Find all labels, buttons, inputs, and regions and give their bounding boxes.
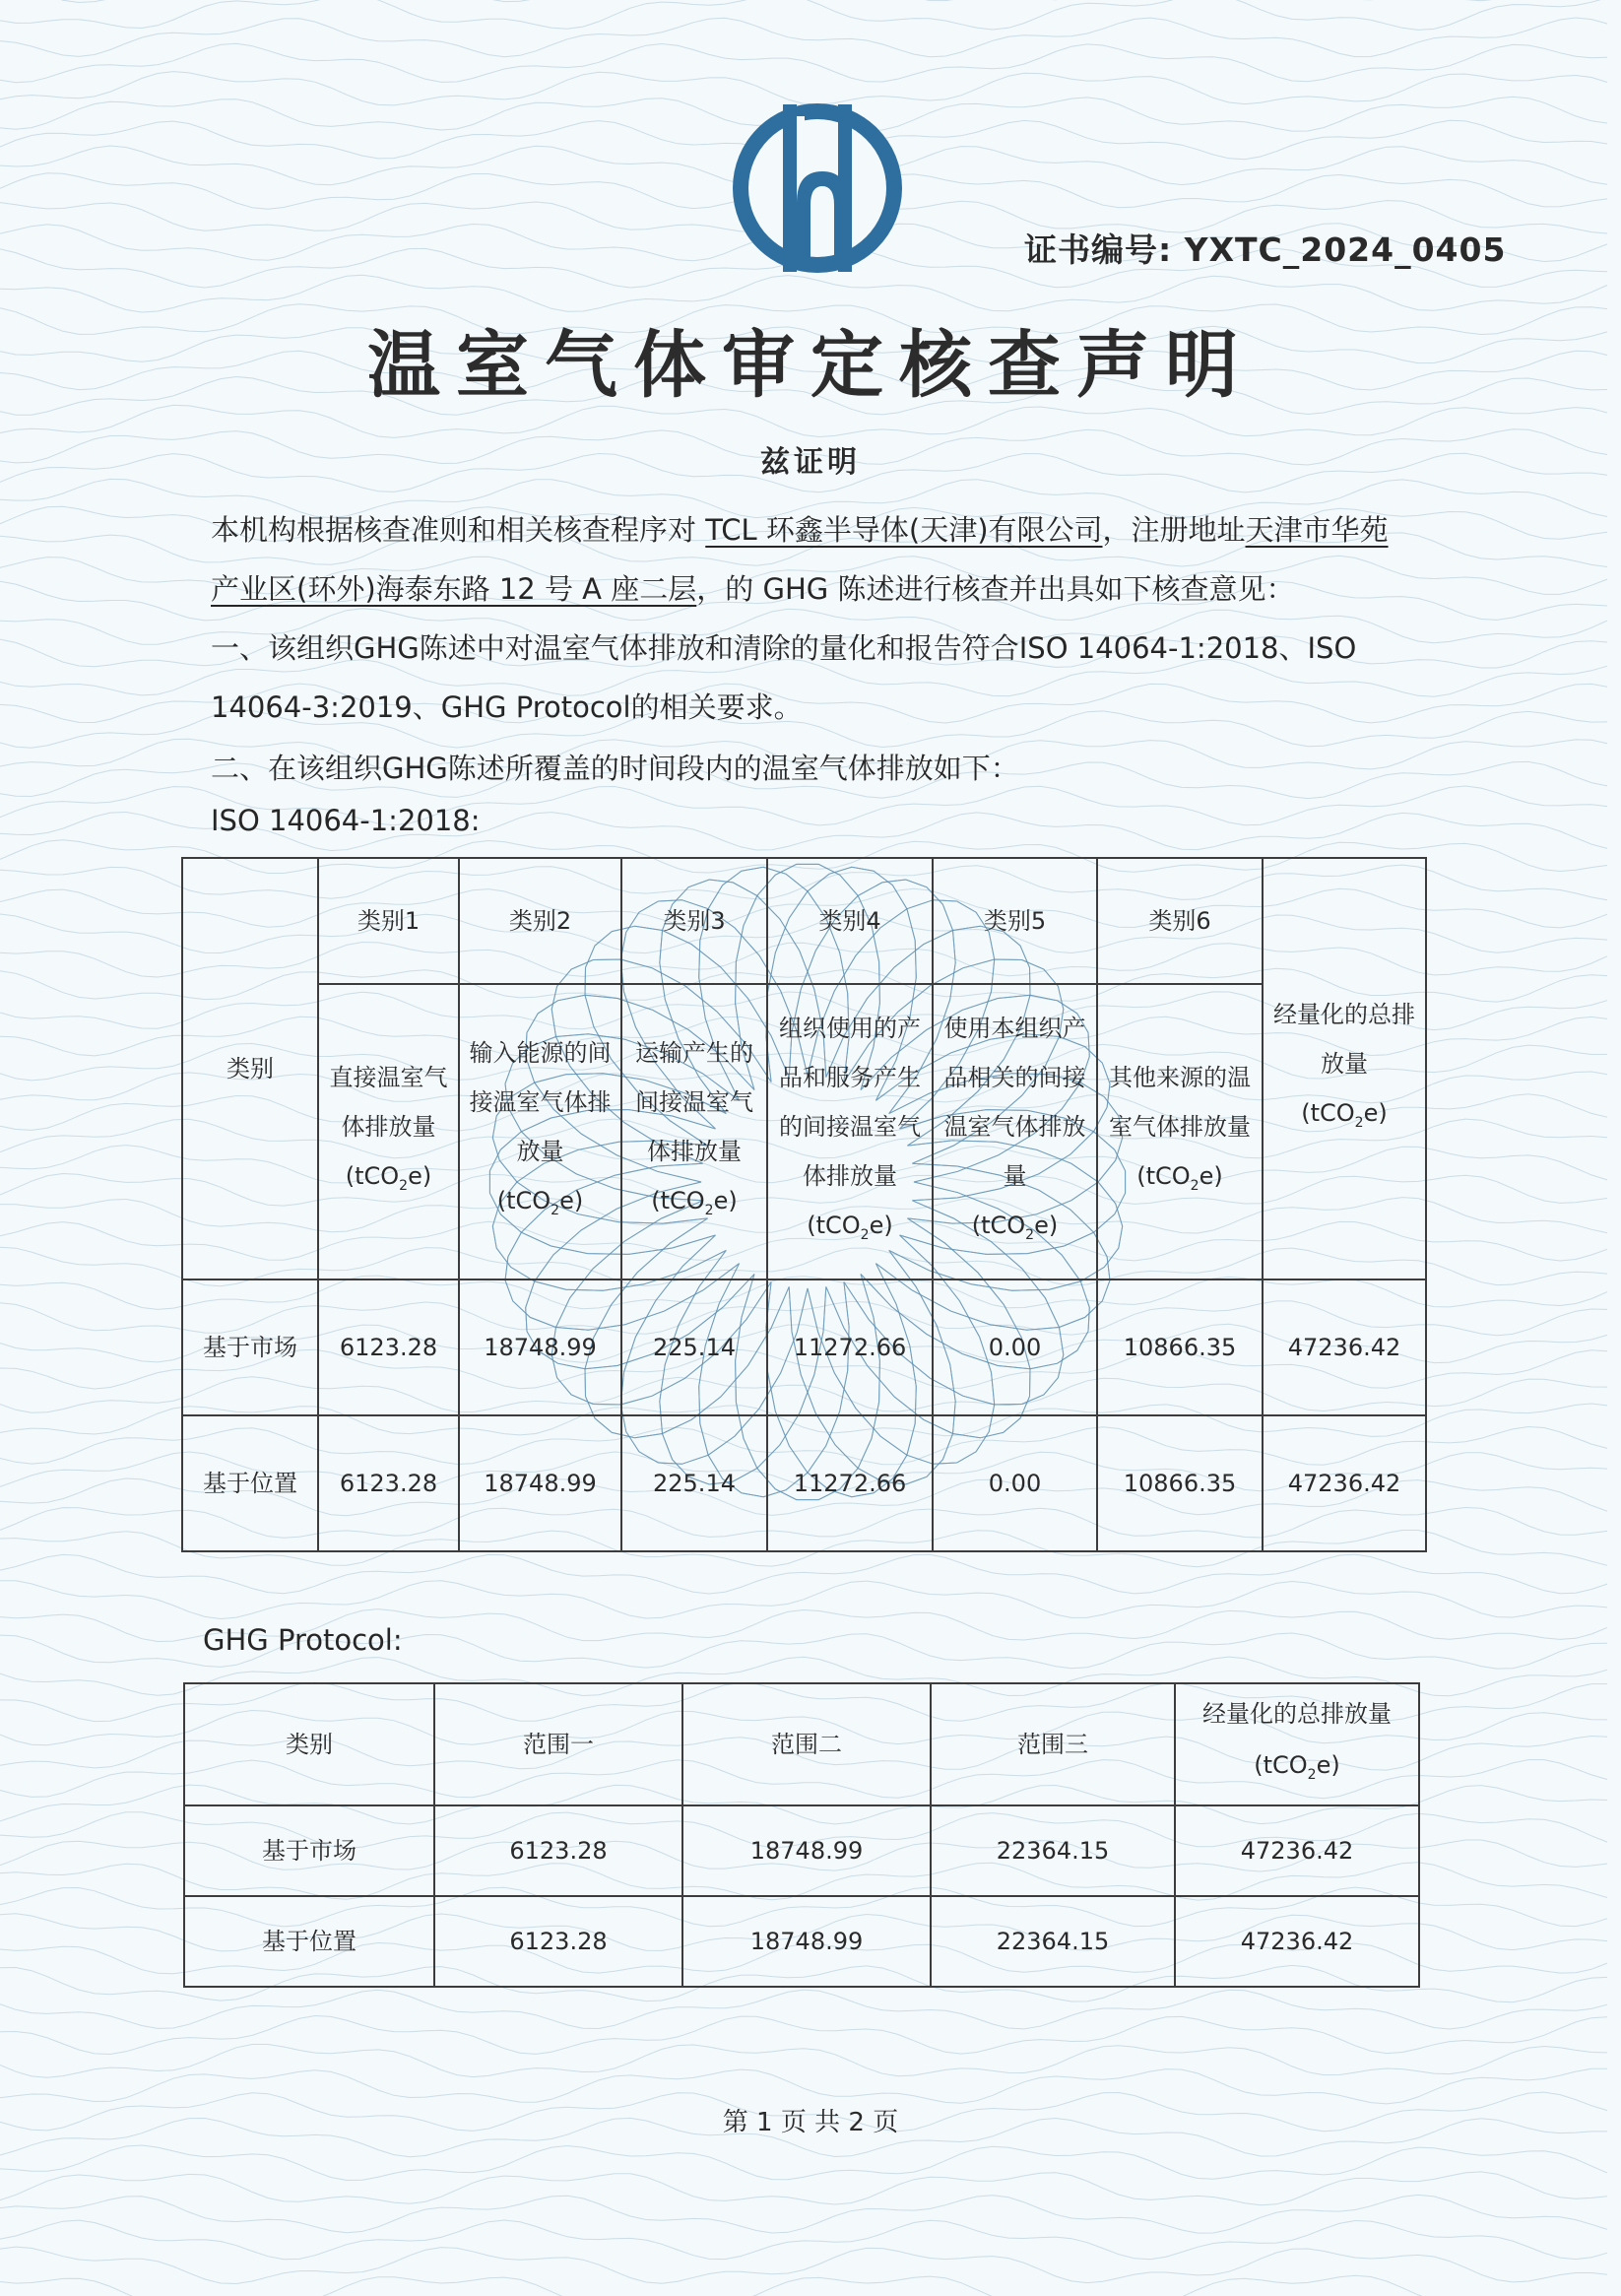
unit-label: (tCO$_2$e): [1301, 1099, 1388, 1131]
page-footer: 第 1 页 共 2 页: [722, 2108, 899, 2137]
intro-text-3: ，的 GHG 陈述进行核查并出具如下核查意见：: [696, 572, 1295, 606]
table-cell: 11272.66: [767, 1415, 933, 1551]
organization-name: TCL 环鑫半导体(天津)有限公司: [705, 513, 1103, 547]
table-cell: 10866.35: [1097, 1415, 1263, 1551]
intro-paragraph: [211, 500, 1407, 619]
ghg-total-header: 经量化的总排放量 (tCO$_2$e): [1175, 1683, 1419, 1805]
total-header-text: 经量化的总排放量: [1273, 1001, 1415, 1079]
iso-standard-label: ISO 14064-1:2018:: [211, 804, 481, 837]
intro-text-1: 本机构根据核查准则和相关核查程序对: [211, 513, 706, 547]
document-subtitle: 兹证明: [760, 445, 861, 480]
category-6-header: 类别6: [1097, 858, 1263, 984]
category-2-header: 类别2: [459, 858, 621, 984]
table-cell: 6123.28: [318, 1279, 459, 1415]
table-cell: 11272.66: [767, 1279, 933, 1415]
category-1-description: 直接温室气体排放量(tCO$_2$e): [318, 984, 459, 1279]
table-cell: 6123.28: [318, 1415, 459, 1551]
category-5-header: 类别5: [933, 858, 1097, 984]
opinion-2: 二、在该组织GHG陈述所覆盖的时间段内的温室气体排放如下：: [211, 752, 1019, 785]
row-label-location: 基于位置: [182, 1415, 318, 1551]
category-5-description: 使用本组织产品相关的间接温室气体排放量 (tCO$_2$e): [933, 984, 1097, 1279]
table-cell: 10866.35: [1097, 1279, 1263, 1415]
category-2-description: 输入能源的间接温室气体排放量 (tCO$_2$e): [459, 984, 621, 1279]
table-cell: 22364.15: [931, 1896, 1175, 1987]
table-cell: 22364.15: [931, 1805, 1175, 1896]
ghg-protocol-table: [183, 1682, 1420, 1988]
row-label-location: 基于位置: [184, 1896, 434, 1987]
table-cell: 6123.28: [434, 1896, 682, 1987]
table-row: [182, 1279, 1426, 1415]
scope-2-header: 范围二: [682, 1683, 931, 1805]
table-row: [182, 1415, 1426, 1551]
table-cell: 47236.42: [1263, 1279, 1426, 1415]
opinion-1: 一、该组织GHG陈述中对温室气体排放和清除的量化和报告符合ISO 14064-1:2018、ISO 14064-3:2019、GHG Protocol的相关要求。: [211, 631, 1357, 724]
table-cell: 0.00: [933, 1279, 1097, 1415]
table-cell: 47236.42: [1175, 1896, 1419, 1987]
iso-emissions-table: [181, 857, 1427, 1552]
category-4-description: 组织使用的产品和服务产生的间接温室气体排放量 (tCO$_2$e): [767, 984, 933, 1279]
company-logo: [724, 95, 911, 282]
category-header-cell: 类别: [182, 858, 318, 1279]
category-4-header: 类别4: [767, 858, 933, 984]
category-3-description: 运输产生的间接温室气体排放量 (tCO$_2$e): [621, 984, 767, 1279]
row-label-market: 基于市场: [182, 1279, 318, 1415]
table-row: [184, 1805, 1419, 1896]
ghg-protocol-label: GHG Protocol:: [203, 1623, 403, 1657]
category-3-header: 类别3: [621, 858, 767, 984]
table-row: [184, 1896, 1419, 1987]
ghg-category-header: 类别: [184, 1683, 434, 1805]
scope-1-header: 范围一: [434, 1683, 682, 1805]
scope-3-header: 范围三: [931, 1683, 1175, 1805]
category-6-description: 其他来源的温室气体排放量(tCO$_2$e): [1097, 984, 1263, 1279]
table-cell: 47236.42: [1175, 1805, 1419, 1896]
document-title: 温室气体审定核查声明: [367, 323, 1254, 408]
table-cell: 18748.99: [459, 1415, 621, 1551]
intro-text-2: ，注册地址: [1102, 513, 1246, 547]
table-cell: 47236.42: [1263, 1415, 1426, 1551]
table-cell: 225.14: [621, 1415, 767, 1551]
table-cell: 18748.99: [682, 1896, 931, 1987]
registered-address: 天津市华苑产业区(环外)海泰东路 12 号 A 座二层: [211, 513, 1389, 606]
total-emissions-header: [1263, 858, 1426, 1279]
table-cell: 18748.99: [682, 1805, 931, 1896]
table-cell: 0.00: [933, 1415, 1097, 1551]
category-1-header: 类别1: [318, 858, 459, 984]
table-cell: 18748.99: [459, 1279, 621, 1415]
table-cell: 6123.28: [434, 1805, 682, 1896]
certificate-number: 证书编号: YXTC_2024_0405: [1024, 230, 1507, 269]
row-label-market: 基于市场: [184, 1805, 434, 1896]
table-cell: 225.14: [621, 1279, 767, 1415]
